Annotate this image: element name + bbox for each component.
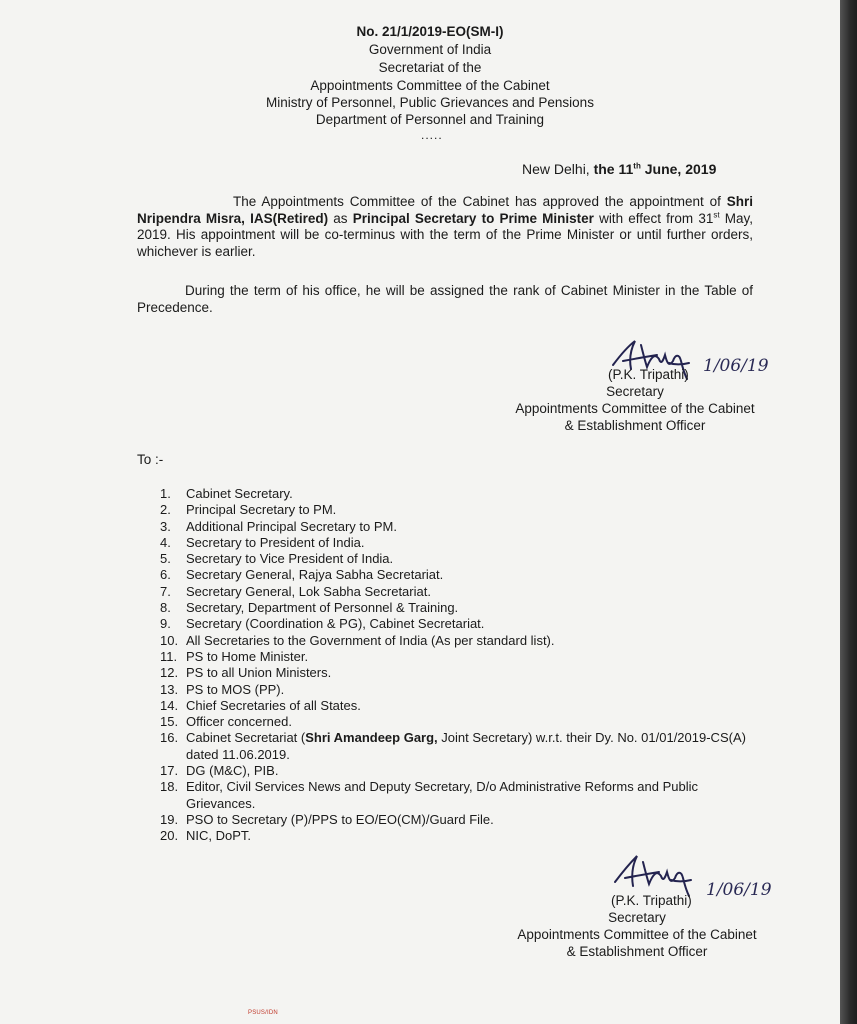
item-number: 14. — [160, 697, 179, 713]
distribution-item — [160, 779, 750, 812]
distribution-item — [160, 812, 750, 828]
item-number: 7. — [160, 583, 171, 599]
distribution-item — [160, 502, 750, 518]
handwritten-date: 1/06/19 — [706, 880, 772, 900]
distribution-item — [160, 567, 750, 583]
item-number: 5. — [160, 551, 171, 567]
distribution-item — [160, 486, 750, 502]
distribution-item — [160, 519, 750, 535]
item-number: 2. — [160, 502, 171, 518]
to-label: To :- — [137, 452, 164, 467]
paragraph-appointment: The Appointments Committee of the Cabinet has approved the appointment of Shri Nripendra Misra, IAS(Retired) as Principal Secretary to Prime Minister with effect from 31st May, 2019. His appointment will be co-terminus with the term of the Prime Minister or until further orders, whichever is earlier. — [137, 194, 753, 259]
item-number: 10. — [160, 632, 179, 648]
distribution-item — [160, 828, 750, 844]
reference-number: No. 21/1/2019-EO(SM-I) — [356, 24, 504, 39]
item-text-bold: Shri Amandeep Garg, — [305, 730, 438, 746]
item-text: Secretary General, Rajya Sabha Secretariat. — [186, 567, 444, 583]
signatory-designation: & Establishment Officer — [566, 944, 708, 959]
distribution-item — [160, 616, 750, 632]
signatory-office: Appointments Committee of the Cabinet — [517, 927, 757, 942]
distribution-item — [160, 665, 750, 681]
item-text: Cabinet Secretariat ( — [186, 730, 306, 746]
distribution-item — [160, 714, 750, 730]
item-text: Secretary to Vice President of India. — [186, 551, 394, 567]
item-number: 16. — [160, 730, 179, 746]
item-text: NIC, DoPT. — [186, 828, 252, 844]
distribution-item — [160, 584, 750, 600]
item-text: Chief Secretaries of all States. — [186, 697, 361, 713]
signatory-office: Appointments Committee of the Cabinet — [515, 401, 755, 416]
distribution-item — [160, 763, 750, 779]
item-number: 3. — [160, 518, 171, 534]
signatory-designation: & Establishment Officer — [564, 418, 706, 433]
item-text: Principal Secretary to PM. — [186, 502, 337, 518]
signatory-title: Secretary — [608, 910, 666, 925]
item-text: DG (M&C), PIB. — [186, 763, 279, 779]
signatory-name: (P.K. Tripathi) — [608, 367, 689, 382]
item-text: PS to MOS (PP). — [186, 681, 285, 697]
item-text: Secretary (Coordination & PG), Cabinet Secretariat. — [186, 616, 485, 632]
header-line: Secretariat of the — [378, 60, 482, 75]
distribution-list — [160, 486, 750, 845]
item-text: Secretary General, Lok Sabha Secretariat. — [186, 583, 431, 599]
distribution-item — [160, 649, 750, 665]
signatory-name: (P.K. Tripathi) — [611, 893, 692, 908]
item-number: 15. — [160, 714, 179, 730]
item-text: Editor, Civil Services News and Deputy Secretary, D/o Administrative Reforms and Public Grievances. — [186, 779, 699, 811]
item-text: Officer concerned. — [186, 714, 292, 730]
handwritten-date: 1/06/19 — [703, 356, 769, 376]
item-text: Additional Principal Secretary to PM. — [186, 518, 397, 534]
distribution-item — [160, 698, 750, 714]
item-number: 17. — [160, 763, 179, 779]
separator-dots: ..... — [421, 128, 443, 142]
item-number: 12. — [160, 665, 179, 681]
signatory-title: Secretary — [606, 384, 664, 399]
paragraph-rank: During the term of his office, he will be assigned the rank of Cabinet Minister in the Table of Precedence. — [137, 283, 753, 315]
item-text: PS to all Union Ministers. — [186, 665, 332, 681]
item-number: 1. — [160, 486, 171, 501]
distribution-item — [160, 551, 750, 567]
item-text: Joint Secretary) w.r.t. their Dy. No. 01/01/2019-CS(A) dated 11.06.2019. — [186, 730, 746, 762]
page-edge-shadow — [840, 0, 857, 1024]
item-number: 19. — [160, 811, 179, 827]
item-text: Secretary to President of India. — [186, 534, 365, 550]
distribution-item — [160, 633, 750, 649]
item-number: 6. — [160, 567, 171, 583]
item-text: PS to Home Minister. — [186, 648, 309, 664]
header-line: Department of Personnel and Training — [315, 112, 545, 127]
item-text: PSO to Secretary (P)/PPS to EO/EO(CM)/Guard File. — [186, 811, 494, 827]
office-stamp: PSUS/IDN — [248, 1010, 278, 1016]
item-number: 13. — [160, 681, 179, 697]
item-text: Secretary, Department of Personnel & Training. — [186, 600, 459, 616]
document-date: New Delhi, the 11th June, 2019 — [522, 161, 717, 177]
distribution-item — [160, 600, 750, 616]
item-text: Cabinet Secretary. — [186, 486, 293, 501]
item-number: 9. — [160, 616, 171, 632]
distribution-item — [160, 682, 750, 698]
item-number: 11. — [160, 648, 178, 664]
distribution-item — [160, 535, 750, 551]
header-line: Appointments Committee of the Cabinet — [310, 78, 550, 93]
item-number: 18. — [160, 779, 179, 795]
header-line: Ministry of Personnel, Public Grievances and Pensions — [266, 95, 594, 110]
item-number: 8. — [160, 600, 171, 616]
item-text: All Secretaries to the Government of India (As per standard list). — [186, 632, 555, 648]
item-number: 4. — [160, 534, 171, 550]
item-number: 20. — [160, 828, 179, 844]
header-line: Government of India — [368, 42, 492, 57]
distribution-item — [160, 730, 750, 763]
